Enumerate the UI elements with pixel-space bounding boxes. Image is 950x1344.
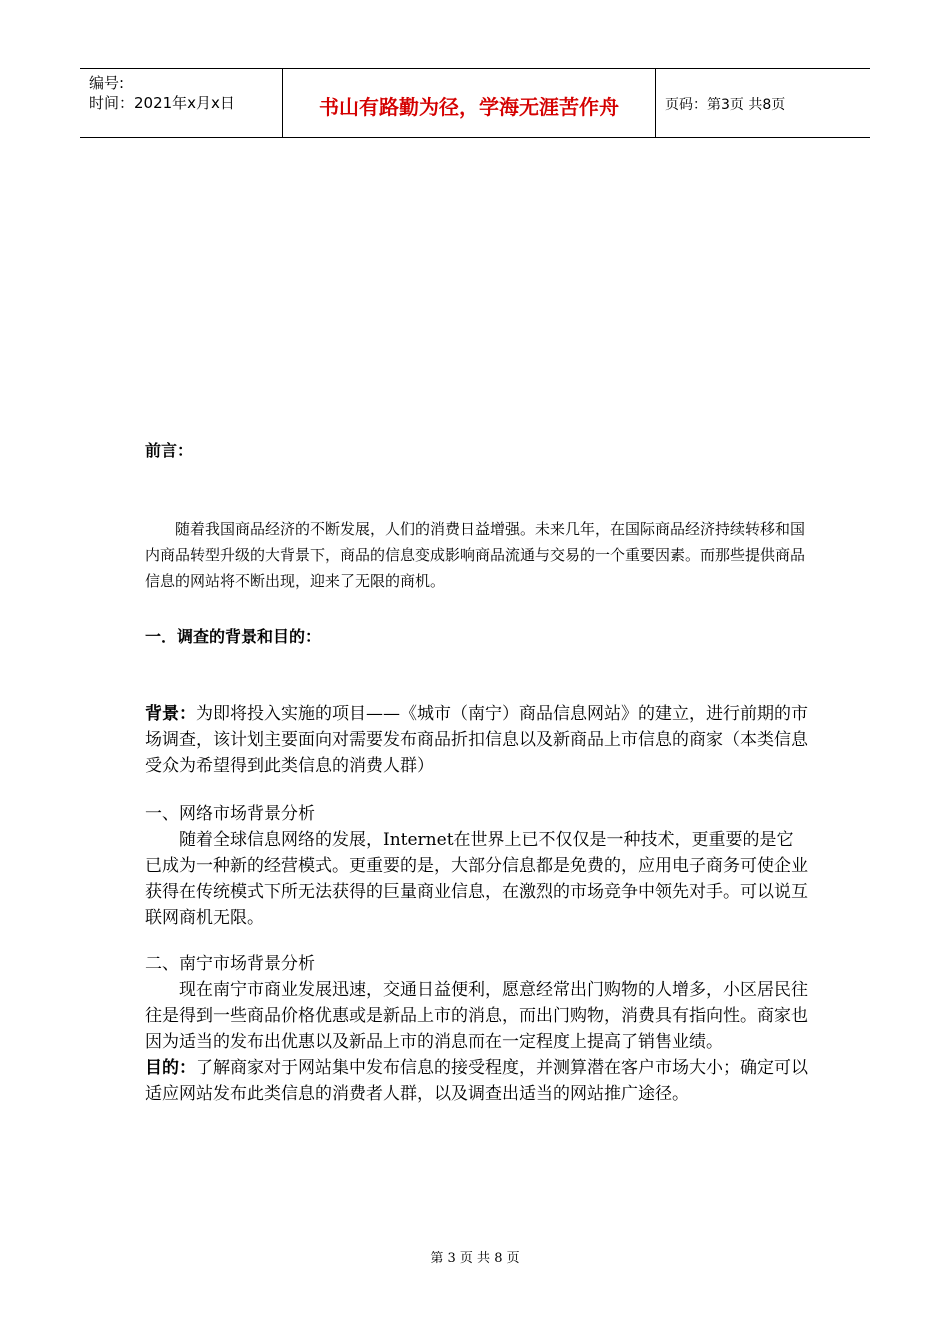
background-text: 为即将投入实施的项目——《城市（南宁）商品信息网站》的建立，进行前期的市场调查，该计划主要面向对需要发布商品折扣信息以及新商品上市信息的商家（本类信息受众为希望得到此类信息的消费人群） [145, 704, 808, 776]
header-page-info: 页码：第3页 共8页 [665, 97, 786, 113]
network-market-text: 随着全球信息网络的发展，Internet在世界上已不仅仅是一种技术，更重要的是它已成为一种新的经营模式。更重要的是，大部分信息都是免费的，应用电子商务可使企业获得在传统模式下所无法获得的巨量商业信息，在激烈的市场竞争中领先对手。可以说互联网商机无限。 [145, 830, 808, 928]
nanning-market-text: 现在南宁市商业发展迅速，交通日益便利，愿意经常出门购物的人增多，小区居民往往是得到一些商品价格优惠或是新品上市的消息，而出门购物，消费具有指向性。商家也因为适当的发布出优惠以及新品上市的消息而在一定程度上提高了销售业绩。 [145, 980, 808, 1052]
preface-heading: 前言： [145, 441, 194, 460]
background-paragraph [145, 701, 808, 779]
page-header [80, 68, 870, 138]
background-block [145, 701, 808, 779]
preface-body [145, 516, 808, 594]
nanning-market-title: 二、南宁市场背景分析 [145, 954, 315, 974]
network-market-block [145, 801, 808, 931]
motto: 书山有路勤为径，学海无涯苦作舟 [319, 95, 619, 119]
background-label: 背景： [145, 704, 196, 724]
section1-heading: 一．调查的背景和目的： [145, 627, 322, 646]
time-label: 时间：2021年x月x日 [89, 94, 235, 112]
purpose-label: 目的： [145, 1058, 196, 1078]
nanning-market-block [145, 951, 808, 1107]
serial-label: 编号: [89, 74, 125, 92]
header-page-cell [656, 69, 870, 137]
network-market-title: 一、网络市场背景分析 [145, 804, 315, 824]
purpose-text: 了解商家对于网站集中发布信息的接受程度，并测算潜在客户市场大小；确定可以适应网站发布此类信息的消费者人群，以及调查出适当的网站推广途径。 [145, 1058, 808, 1104]
header-meta-cell [80, 69, 283, 137]
purpose-paragraph [145, 1055, 808, 1107]
page-footer: 第 3 页 共 8 页 [430, 1251, 520, 1266]
preface-paragraph: 随着我国商品经济的不断发展，人们的消费日益增强。未来几年，在国际商品经济持续转移和国内商品转型升级的大背景下，商品的信息变成影响商品流通与交易的一个重要因素。而那些提供商品信息的网站将不断出现，迎来了无限的商机。 [145, 520, 806, 590]
header-motto-cell [283, 69, 656, 137]
